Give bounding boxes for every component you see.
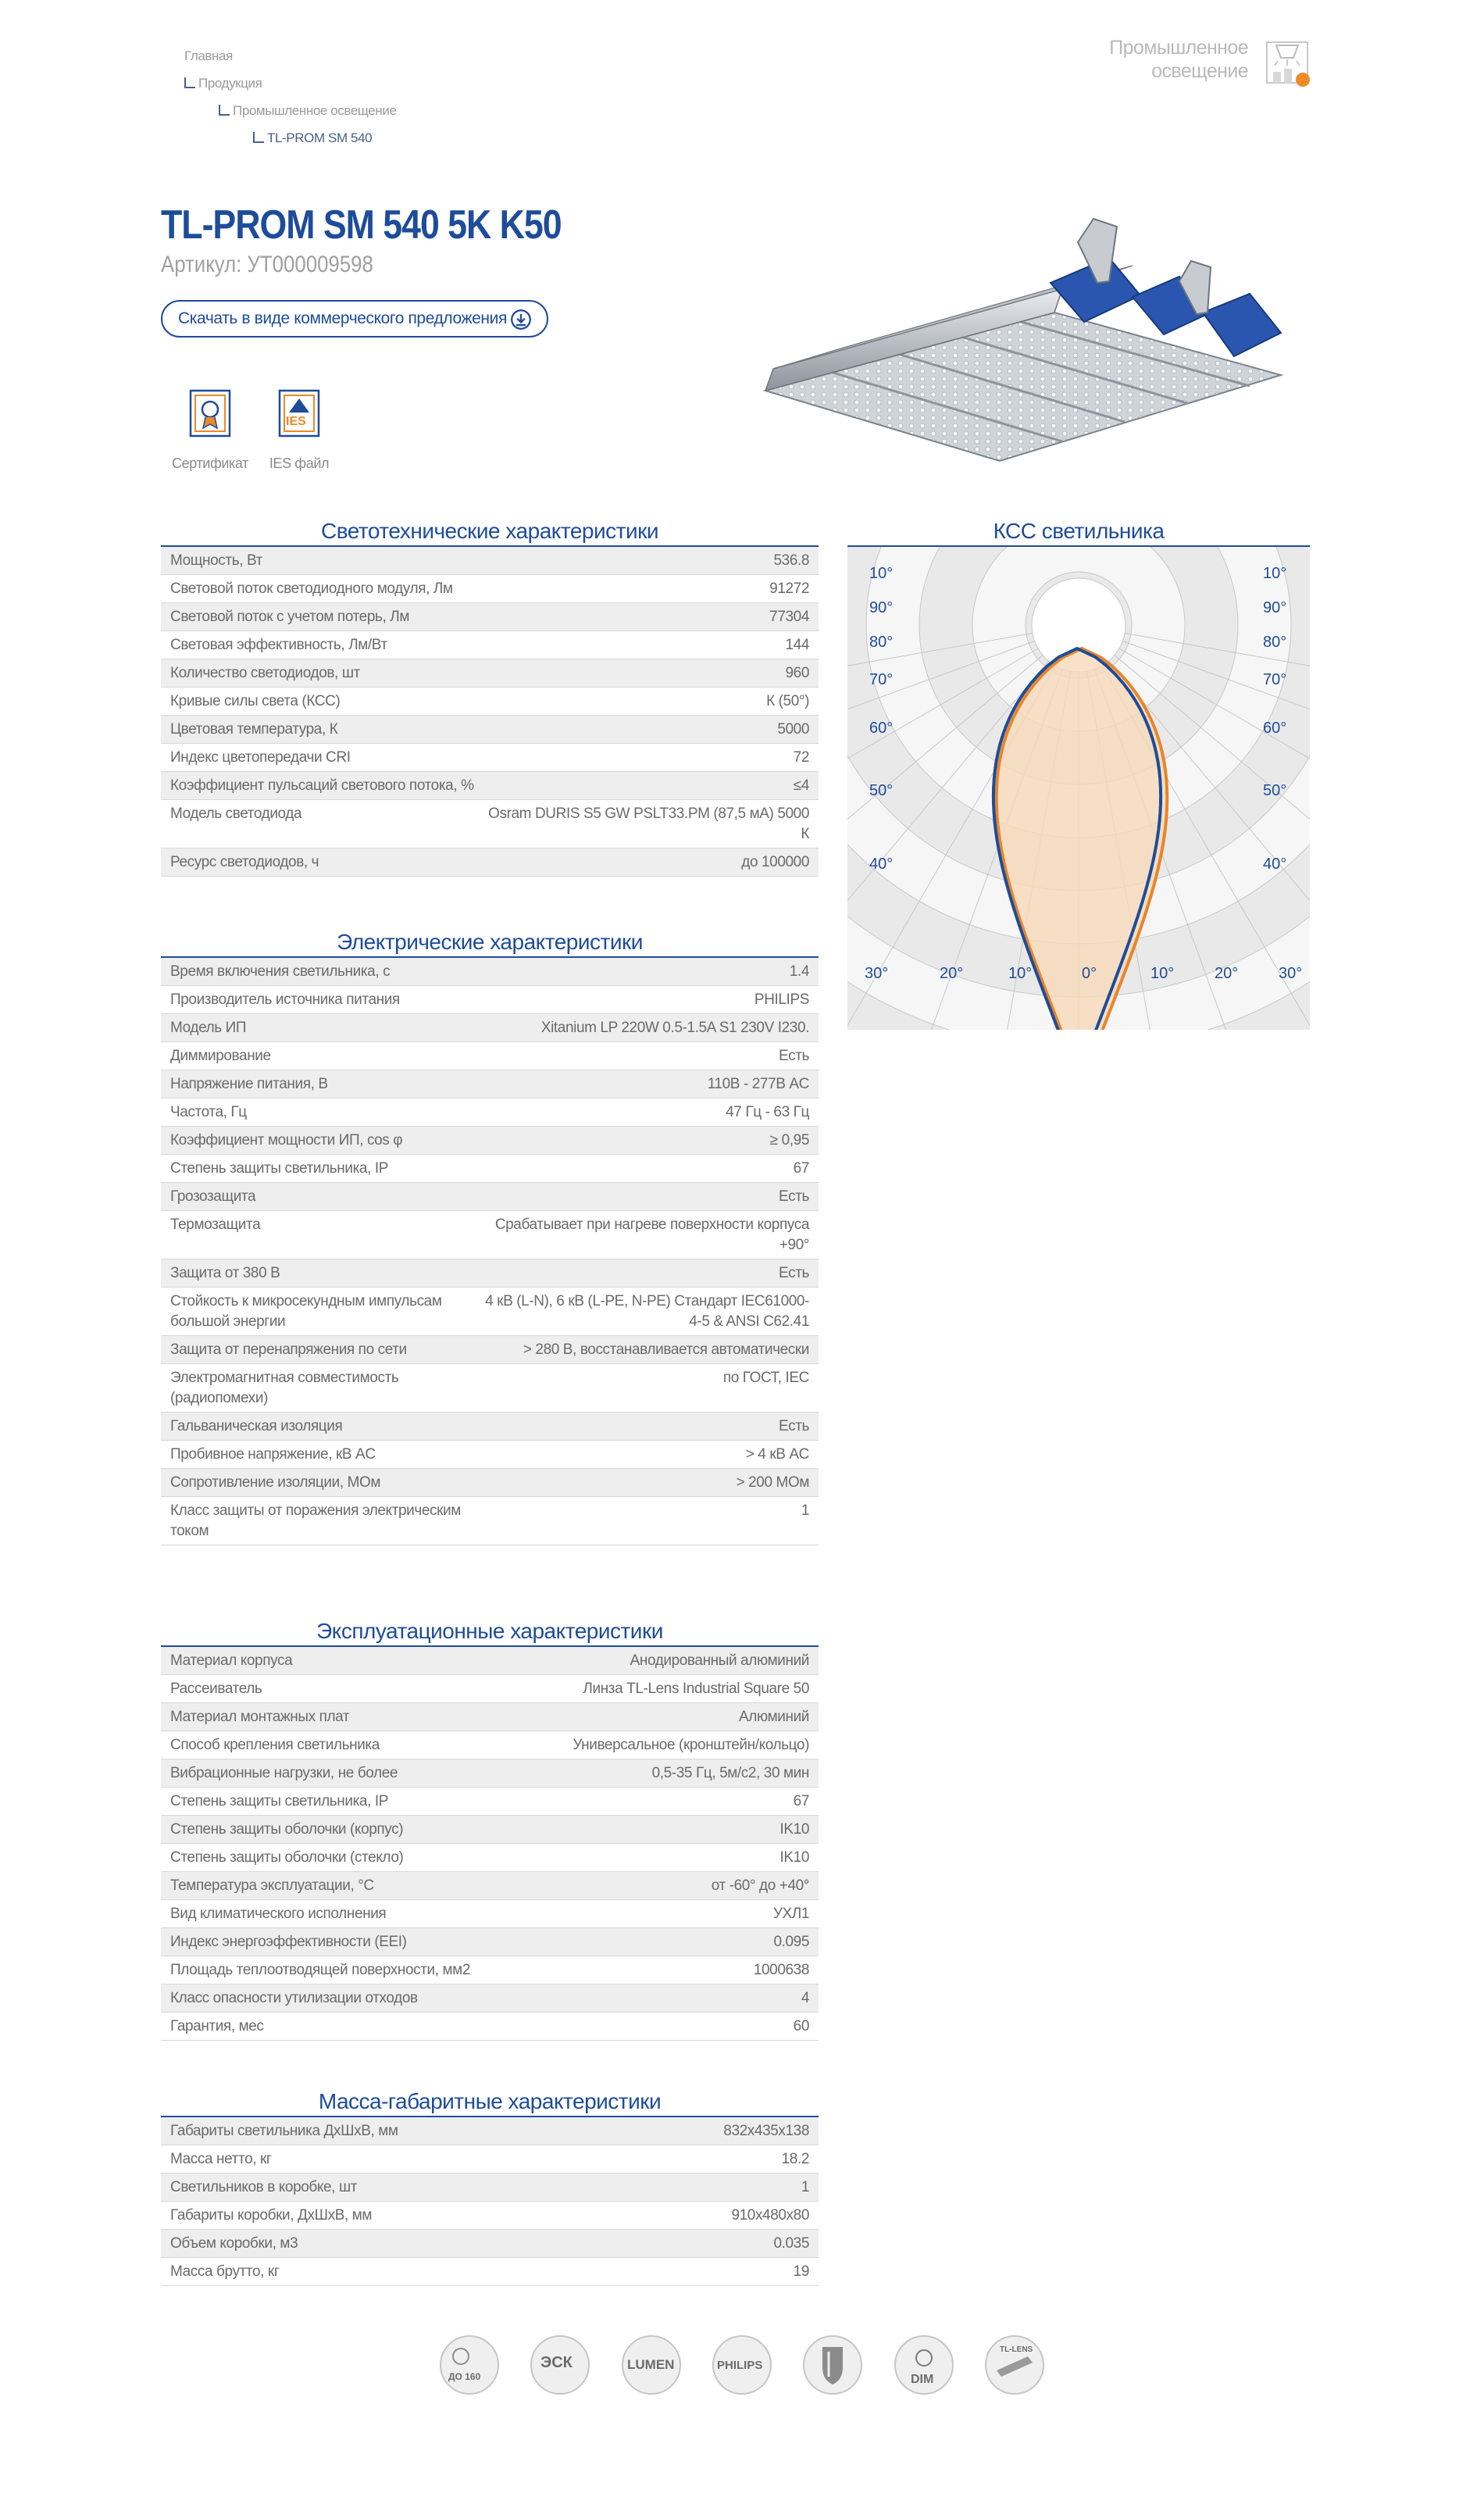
- tl-lens-icon: [983, 2333, 1047, 2397]
- spec-key: Температура эксплуатации, °С: [170, 1877, 374, 1894]
- spec-row: [161, 688, 819, 716]
- spec-value: 4: [801, 1990, 809, 2006]
- certificate-icon: [189, 389, 231, 438]
- spec-value: Линза TL-Lens Industrial Square 50: [583, 1681, 809, 1697]
- spec-row: [161, 2230, 819, 2258]
- spec-key: Кривые силы света (КСС): [170, 693, 341, 709]
- spec-row: [161, 1441, 819, 1469]
- svg-text:IES: IES: [286, 415, 306, 428]
- spec-row: [161, 1497, 819, 1545]
- spec-row: [161, 603, 819, 631]
- spec-key: Габариты коробки, ДхШхВ, мм: [170, 2207, 373, 2224]
- ies-file-icon: [278, 389, 320, 438]
- spec-row: [161, 1872, 819, 1900]
- download-offer-label: Скачать в виде коммерческого предложения: [178, 309, 507, 327]
- spec-key: Масса брутто, кг: [170, 2263, 280, 2280]
- spec-row: [161, 2174, 819, 2202]
- spec-key: Индекс цветопередачи CRI: [170, 749, 351, 766]
- certificate-doc[interactable]: [167, 389, 253, 472]
- spec-key: Объем коробки, м3: [170, 2235, 298, 2252]
- spec-row: [161, 1413, 819, 1441]
- spec-value: 1000638: [753, 1962, 809, 1978]
- spec-value: УХЛ1: [772, 1906, 809, 1922]
- spec-value: 91272: [769, 580, 809, 597]
- polar-left-label: 70°: [869, 671, 894, 688]
- spec-row: [161, 1900, 819, 1928]
- spec-key: Материал корпуса: [170, 1652, 293, 1669]
- spec-key: Коэффициент мощности ИП, cos φ: [170, 1132, 403, 1148]
- spec-row: [161, 1259, 819, 1288]
- spec-value: 1: [801, 1502, 809, 1519]
- spec-key: Способ крепления светильника: [170, 1737, 380, 1753]
- spec-row: [161, 659, 819, 688]
- polar-bottom-label: 20°: [940, 965, 964, 982]
- lifetime-icon: [437, 2333, 501, 2397]
- spec-row: [161, 1928, 819, 1956]
- spec-row: [161, 1183, 819, 1211]
- spec-key: Вибрационные нагрузки, не более: [170, 1765, 398, 1781]
- spec-row: [161, 1647, 819, 1675]
- category-line2: освещение: [1151, 60, 1248, 82]
- electric-specs-section: [161, 927, 819, 1545]
- dim-icon: [892, 2333, 956, 2397]
- breadcrumb-industrial-link[interactable]: Промышленное освещение: [233, 103, 397, 118]
- spec-row: [161, 2117, 819, 2145]
- light-distribution-panel: [847, 516, 1310, 1030]
- spec-value: 960: [785, 665, 809, 681]
- spec-row: [161, 1844, 819, 1872]
- spec-key: Пробивное напряжение, кВ AC: [170, 1446, 376, 1463]
- spec-value: по ГОСТ, IEC: [722, 1370, 809, 1386]
- polar-bottom-label: 30°: [1279, 965, 1303, 982]
- spec-key: Степень защиты оболочки (стекло): [170, 1849, 404, 1866]
- spec-key: Вид климатического исполнения: [170, 1906, 387, 1922]
- electric-specs-title: Электрические характеристики: [161, 927, 819, 958]
- polar-right-label: 70°: [1263, 671, 1287, 688]
- spec-row: [161, 716, 819, 744]
- polar-left-label: 50°: [869, 782, 894, 799]
- spec-key: Ресурс светодиодов, ч: [170, 854, 319, 870]
- spec-key: Напряжение питания, В: [170, 1076, 328, 1092]
- operation-specs-section: [161, 1616, 819, 2041]
- philips-driver-icon: [710, 2333, 774, 2397]
- spec-key: Время включения светильника, с: [170, 963, 391, 980]
- spec-row: [161, 1014, 819, 1042]
- polar-diagram: [847, 547, 1310, 1030]
- spec-key: Площадь теплоотводящей поверхности, мм2: [170, 1962, 471, 1978]
- polar-title: КСС светильника: [847, 516, 1310, 547]
- spec-value: 832x435x138: [723, 2123, 809, 2139]
- svg-text:TL-LENS: TL-LENS: [999, 2345, 1033, 2354]
- spec-row: [161, 772, 819, 800]
- mass-specs-title: Масса-габаритные характеристики: [161, 2086, 819, 2117]
- spec-key: Материал монтажных плат: [170, 1709, 350, 1725]
- spec-value: 144: [785, 637, 809, 653]
- svg-text:ЭСК: ЭСК: [540, 2354, 573, 2371]
- svg-text:DIM: DIM: [910, 2373, 933, 2386]
- spec-row: [161, 1098, 819, 1127]
- mass-specs-section: [161, 2086, 819, 2286]
- spec-row: [161, 2202, 819, 2230]
- spec-key: Гальваническая изоляция: [170, 1418, 343, 1434]
- spec-value: IK10: [779, 1849, 809, 1866]
- polar-bottom-label: 20°: [1215, 965, 1239, 982]
- breadcrumb-branch-icon: [219, 105, 230, 116]
- category-line1: Промышленное: [1109, 37, 1248, 59]
- spec-key: Модель ИП: [170, 1020, 247, 1036]
- spec-row: [161, 1703, 819, 1731]
- spec-value: 536.8: [773, 552, 809, 569]
- spec-value: 72: [793, 749, 809, 766]
- polar-bottom-label: 30°: [865, 965, 889, 982]
- breadcrumb: [184, 42, 397, 152]
- ies-file-doc[interactable]: [256, 389, 342, 472]
- spec-key: Производитель источника питания: [170, 991, 400, 1008]
- polar-right-label: 80°: [1263, 634, 1287, 651]
- spec-row: [161, 2145, 819, 2174]
- spec-value: 5000: [777, 721, 809, 738]
- spec-value: 910x480x80: [731, 2207, 809, 2224]
- certificate-label: Сертификат: [172, 455, 248, 471]
- spec-key: Световой поток с учетом потерь, Лм: [170, 609, 409, 625]
- spec-key: Стойкость к микросекундным импульсам большой энергии: [170, 1293, 442, 1330]
- spec-key: Коэффициент пульсаций светового потока, %: [170, 777, 474, 794]
- spec-value: Xitanium LP 220W 0.5-1.5A S1 230V I230.: [540, 1020, 809, 1036]
- spec-row: [161, 1731, 819, 1759]
- breadcrumb-products-link[interactable]: Продукция: [198, 76, 262, 91]
- polar-right-label: 90°: [1263, 599, 1287, 616]
- spec-value: 0.035: [773, 2235, 809, 2252]
- spec-key: Класс защиты от поражения электрическим током: [170, 1502, 461, 1539]
- spec-value: Алюминий: [739, 1709, 809, 1725]
- spec-value: 0,5-35 Гц, 5м/с2, 30 мин: [651, 1765, 809, 1781]
- spec-key: Светильников в коробке, шт: [170, 2179, 358, 2195]
- spec-key: Степень защиты светильника, IP: [170, 1793, 388, 1809]
- spec-value: > 280 В, восстанавливается автоматически: [523, 1341, 809, 1358]
- polar-right-label: 50°: [1263, 782, 1287, 799]
- spec-key: Световая эффективность, Лм/Вт: [170, 637, 387, 653]
- svg-text:ДО 160: ДО 160: [448, 2371, 481, 2382]
- product-sku: Артикул: УТ000009598: [161, 252, 373, 277]
- spec-key: Модель светодиода: [170, 806, 302, 822]
- spec-row: [161, 1816, 819, 1844]
- spec-row: [161, 958, 819, 986]
- polar-right-label: 10°: [1263, 565, 1287, 582]
- spec-value: до 100000: [741, 854, 809, 870]
- polar-bottom-label: 0°: [1082, 965, 1097, 982]
- breadcrumb-current: TL-PROM SM 540: [267, 130, 373, 145]
- polar-right-label: 60°: [1263, 720, 1287, 737]
- spec-value: > 4 кВ AC: [745, 1446, 809, 1463]
- spec-row: [161, 1956, 819, 1984]
- energy-saving-icon: [528, 2333, 592, 2397]
- download-offer-button[interactable]: [161, 300, 548, 338]
- spec-row: [161, 1469, 819, 1497]
- polar-left-label: 80°: [869, 634, 894, 651]
- spec-value: 1.4: [789, 963, 809, 980]
- industrial-led-luminaire-image: [742, 195, 1320, 484]
- spec-value: от -60° до +40°: [711, 1877, 809, 1894]
- polar-left-label: 10°: [869, 565, 894, 582]
- category-badge[interactable]: [1109, 34, 1312, 94]
- spec-row: [161, 1042, 819, 1070]
- spec-key: Класс опасности утилизации отходов: [170, 1990, 418, 2006]
- polar-left-label: 40°: [869, 856, 894, 873]
- spec-row: [161, 547, 819, 575]
- spec-value: Есть: [779, 1188, 809, 1205]
- polar-bottom-label: 10°: [1008, 965, 1033, 982]
- spec-value: Срабатывает при нагреве поверхности корпуса +90°: [494, 1216, 809, 1253]
- spec-key: Диммирование: [170, 1048, 271, 1064]
- spec-key: Масса нетто, кг: [170, 2151, 272, 2167]
- spec-value: Есть: [779, 1418, 809, 1434]
- spec-key: Защита от 380 В: [170, 1265, 280, 1281]
- spec-row: [161, 1984, 819, 2013]
- ies-file-label: IES файл: [269, 455, 330, 471]
- lumen-maintenance-icon: [619, 2333, 683, 2397]
- spec-row: [161, 2258, 819, 2286]
- spec-row: [161, 1675, 819, 1703]
- spec-value: Есть: [779, 1048, 809, 1064]
- download-icon: [511, 309, 531, 330]
- spec-key: Мощность, Вт: [170, 552, 262, 569]
- spec-value: К (50°): [766, 693, 809, 709]
- svg-text:LUMEN: LUMEN: [626, 2357, 675, 2372]
- spec-key: Электромагнитная совместимость (радиопомехи): [170, 1370, 399, 1406]
- spec-value: 60: [793, 2018, 809, 2034]
- spec-value: Есть: [779, 1265, 809, 1281]
- spec-value: Osram DURIS S5 GW PSLT33.PM (87,5 мА) 5000 К: [488, 806, 809, 842]
- polar-left-label: 60°: [869, 720, 894, 737]
- spec-key: Световой поток светодиодного модуля, Лм: [170, 580, 453, 597]
- spec-value: ≤4: [793, 777, 809, 794]
- product-title: TL-PROM SM 540 5K K50: [161, 202, 562, 248]
- feature-icons: [437, 2333, 1047, 2403]
- spec-row: [161, 1288, 819, 1336]
- spec-value: 19: [793, 2263, 809, 2280]
- polar-right-label: 40°: [1263, 856, 1287, 873]
- spec-key: Гарантия, мес: [170, 2018, 264, 2034]
- spec-row: [161, 744, 819, 772]
- spec-row: [161, 1070, 819, 1098]
- spec-key: Частота, Гц: [170, 1104, 247, 1120]
- spec-row: [161, 1211, 819, 1259]
- spec-value: > 200 МОм: [736, 1474, 809, 1491]
- spec-row: [161, 2013, 819, 2041]
- spec-row: [161, 1759, 819, 1788]
- spec-key: Сопротивление изоляции, МОм: [170, 1474, 381, 1491]
- polar-left-label: 90°: [869, 599, 894, 616]
- spec-key: Грозозащита: [170, 1188, 256, 1205]
- spec-key: Габариты светильника ДхШхВ, мм: [170, 2123, 398, 2139]
- spec-key: Термозащита: [170, 1216, 261, 1233]
- spec-row: [161, 800, 819, 848]
- spec-value: ≥ 0,95: [769, 1132, 809, 1148]
- spec-key: Степень защиты светильника, IP: [170, 1160, 388, 1177]
- spec-row: [161, 848, 819, 877]
- spec-row: [161, 575, 819, 603]
- spec-row: [161, 1788, 819, 1816]
- spec-row: [161, 631, 819, 659]
- spec-key: Рассеиватель: [170, 1681, 262, 1697]
- spec-row: [161, 1127, 819, 1155]
- spec-value: 1: [801, 2179, 809, 2195]
- breadcrumb-home-link[interactable]: Главная: [184, 48, 233, 63]
- industrial-light-icon: [1262, 38, 1312, 88]
- spec-value: IK10: [779, 1821, 809, 1838]
- spec-key: Количество светодиодов, шт: [170, 665, 360, 681]
- svg-text:PHILIPS: PHILIPS: [716, 2359, 763, 2372]
- spec-value: 110В - 277В AC: [707, 1076, 809, 1092]
- spec-value: 4 кВ (L-N), 6 кВ (L-PE, N-PE) Стандарт IEC61000-4-5 & ANSI C62.41: [485, 1293, 809, 1330]
- operation-specs-title: Эксплуатационные характеристики: [161, 1616, 819, 1647]
- spec-value: Анодированный алюминий: [630, 1652, 809, 1669]
- breadcrumb-branch-icon: [184, 77, 195, 88]
- spec-value: 18.2: [781, 2151, 809, 2167]
- light-specs-title: Светотехнические характеристики: [161, 516, 819, 547]
- spec-key: Цветовая температура, К: [170, 721, 338, 738]
- spec-value: PHILIPS: [754, 991, 809, 1008]
- spec-value: 0.095: [773, 1934, 809, 1950]
- spec-row: [161, 986, 819, 1014]
- spec-value: 67: [793, 1160, 809, 1177]
- spec-row: [161, 1155, 819, 1183]
- spec-key: Индекс энергоэффективности (EEI): [170, 1934, 407, 1950]
- spec-value: 67: [793, 1793, 809, 1809]
- breadcrumb-branch-icon: [253, 132, 264, 143]
- polar-bottom-label: 10°: [1150, 965, 1175, 982]
- spec-key: Защита от перенапряжения по сети: [170, 1341, 407, 1358]
- spec-key: Степень защиты оболочки (корпус): [170, 1821, 404, 1838]
- spec-value: Универсальное (кронштейн/кольцо): [573, 1737, 809, 1753]
- light-specs-section: [161, 516, 819, 877]
- protection-icon: [801, 2333, 865, 2397]
- spec-row: [161, 1364, 819, 1413]
- spec-value: 77304: [769, 609, 809, 625]
- spec-value: 47 Гц - 63 Гц: [726, 1104, 809, 1120]
- spec-row: [161, 1336, 819, 1364]
